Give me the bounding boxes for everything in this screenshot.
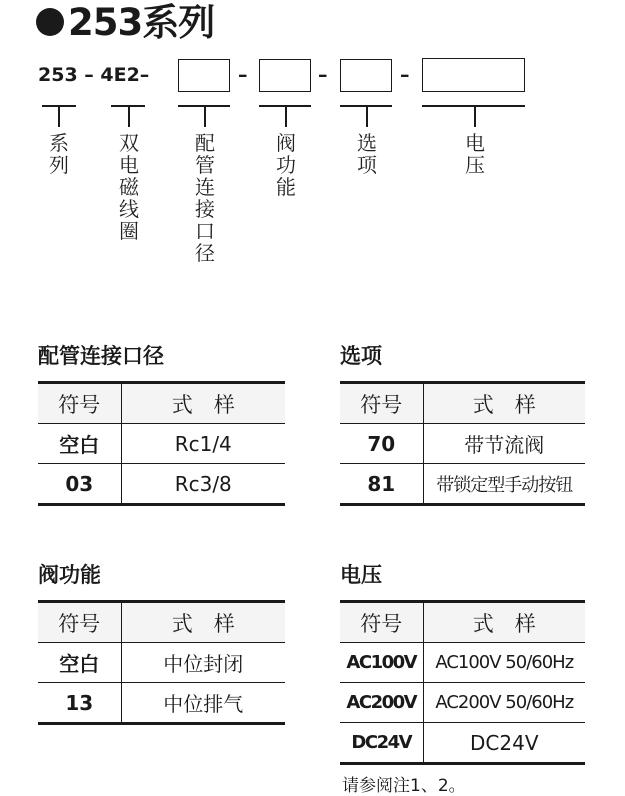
code-separator: –	[238, 64, 248, 86]
code-slot-option	[340, 59, 392, 92]
option-table	[340, 381, 585, 506]
code-slot-port	[178, 59, 230, 92]
header-spec: 式 样	[423, 383, 585, 424]
bracket-stem	[204, 105, 206, 127]
table-header-row	[340, 383, 585, 424]
function-table	[38, 600, 285, 725]
section-title-option: 选项	[340, 344, 382, 368]
code-separator: –	[400, 64, 410, 86]
section-title-function: 阀功能	[38, 563, 101, 587]
bracket-stem	[366, 105, 368, 127]
label-series: 系列	[49, 131, 69, 177]
bullet-dot	[36, 8, 64, 36]
header-spec: 式 样	[121, 383, 285, 424]
footer-note: 请参阅注1、2。	[342, 776, 466, 796]
section-title-voltage: 电压	[340, 563, 382, 587]
label-port-size: 配管连接口径	[195, 131, 215, 265]
table-row	[38, 464, 285, 505]
table-header-row	[38, 383, 285, 424]
header-spec: 式 样	[423, 602, 585, 643]
cell-spec: 中位封闭	[121, 643, 285, 683]
label-valve-function: 阀功能	[276, 131, 296, 199]
table-row	[340, 643, 585, 683]
bracket-stem	[285, 105, 287, 127]
table-header-row	[38, 602, 285, 643]
code-slot-function	[259, 59, 311, 92]
label-option: 选项	[357, 131, 377, 177]
code-separator: –	[318, 64, 328, 86]
table-row	[340, 464, 585, 505]
page-title: 253系列	[36, 0, 214, 46]
bracket-stem	[58, 105, 60, 127]
cell-symbol: 81	[340, 464, 423, 505]
label-double-solenoid: 双电磁线圈	[119, 131, 139, 243]
cell-symbol: 03	[38, 464, 121, 505]
header-spec: 式 样	[121, 602, 285, 643]
bracket-stem	[128, 105, 130, 127]
cell-spec: Rc3/8	[121, 464, 285, 505]
cell-spec: 带节流阀	[423, 424, 585, 464]
port-table	[38, 381, 285, 506]
label-voltage: 电压	[465, 131, 485, 177]
code-slot-voltage	[422, 58, 525, 92]
table-row	[38, 643, 285, 683]
bracket-stem	[474, 105, 476, 127]
table-row	[38, 683, 285, 724]
header-symbol: 符号	[340, 383, 423, 424]
cell-spec: AC200V 50/60Hz	[423, 683, 585, 723]
cell-spec: AC100V 50/60Hz	[423, 643, 585, 683]
header-symbol: 符号	[38, 383, 121, 424]
cell-spec: Rc1/4	[121, 424, 285, 464]
table-row	[340, 424, 585, 464]
cell-spec: 带锁定型手动按钮	[423, 464, 585, 505]
table-header-row	[340, 602, 585, 643]
cell-symbol: 70	[340, 424, 423, 464]
cell-symbol: 空白	[38, 643, 121, 683]
cell-symbol: DC24V	[340, 723, 423, 764]
cell-symbol: AC100V	[340, 643, 423, 683]
model-code-prefix: 253 – 4E2–	[38, 64, 150, 86]
voltage-table	[340, 600, 585, 765]
cell-symbol: 空白	[38, 424, 121, 464]
header-symbol: 符号	[38, 602, 121, 643]
table-row	[340, 723, 585, 764]
header-symbol: 符号	[340, 602, 423, 643]
section-title-port: 配管连接口径	[38, 344, 164, 368]
table-row	[38, 424, 285, 464]
cell-spec: 中位排气	[121, 683, 285, 724]
cell-spec: DC24V	[423, 723, 585, 764]
cell-symbol: AC200V	[340, 683, 423, 723]
cell-symbol: 13	[38, 683, 121, 724]
table-row	[340, 683, 585, 723]
